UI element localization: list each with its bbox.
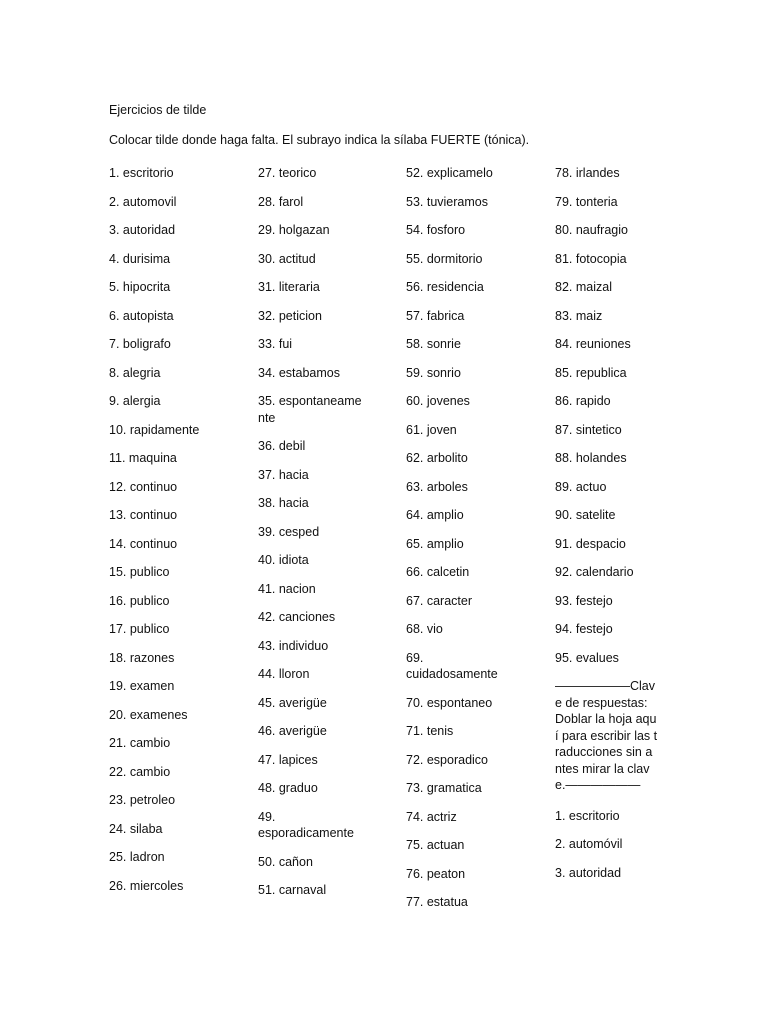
list-item: 63. arboles: [406, 479, 468, 494]
list-item: 7. boligrafo: [109, 337, 171, 351]
word-column-3: [406, 165, 536, 923]
list-item: 84. reuniones: [555, 337, 631, 351]
list-item: 11. maquina: [109, 451, 177, 465]
list-item: 71. tenis: [406, 724, 454, 738]
list-item: 33. fui: [258, 337, 293, 351]
list-item: 45. averigüe: [258, 695, 327, 710]
list-item: 6. autopista: [109, 308, 174, 323]
answer-key-note: ——————Clave de respuestas: Doblar la hoja aquí para escribir las traducciones sin antes mirar la clave.——————: [555, 679, 658, 792]
list-item: 3. autoridad: [109, 223, 176, 237]
list-item: 9. alergia: [109, 394, 161, 408]
list-item: 94. festejo: [555, 622, 613, 636]
list-item: 79. tonteria: [555, 194, 618, 209]
answer-key-item: 2. automóvil: [555, 837, 623, 851]
list-item: 52. explicamelo: [406, 166, 493, 180]
list-item: 38. hacia: [258, 496, 309, 510]
list-item: 19. examen: [109, 679, 175, 693]
list-item: 88. holandes: [555, 451, 627, 465]
list-item: 20. examenes: [109, 707, 188, 722]
list-item: 46. averigüe: [258, 724, 327, 738]
list-item: 29. holgazan: [258, 223, 330, 237]
list-item: 54. fosforo: [406, 223, 466, 237]
word-column-4: [555, 165, 665, 893]
list-item: 80. naufragio: [555, 223, 628, 237]
list-item: 53. tuvieramos: [406, 194, 488, 209]
list-item: 90. satelite: [555, 508, 616, 522]
list-item: 56. residencia: [406, 280, 484, 294]
list-item: 23. petroleo: [109, 793, 176, 807]
list-item: 14. continuo: [109, 536, 178, 551]
list-item: 77. estatua: [406, 895, 468, 909]
list-item: 51. carnaval: [258, 883, 327, 897]
list-item: 65. amplio: [406, 536, 464, 551]
list-item: 61. joven: [406, 422, 457, 437]
list-item: 41. nacion: [258, 581, 316, 596]
list-item: 86. rapido: [555, 394, 611, 408]
list-item: 76. peaton: [406, 866, 466, 881]
word-column-1: [109, 165, 239, 906]
list-item: 57. fabrica: [406, 308, 465, 323]
list-item: 47. lapices: [258, 752, 318, 767]
list-item: 64. amplio: [406, 508, 464, 522]
list-item: 60. jovenes: [406, 394, 470, 408]
list-item: 75. actuan: [406, 838, 465, 852]
list-item: 66. calcetin: [406, 565, 470, 579]
list-item: 21. cambio: [109, 736, 171, 750]
list-item: 36. debil: [258, 439, 306, 453]
list-item: 59. sonrio: [406, 365, 461, 380]
list-item: 18. razones: [109, 650, 175, 665]
list-item: 12. continuo: [109, 479, 178, 494]
list-item: 37. hacia: [258, 467, 309, 482]
list-item: 92. calendario: [555, 565, 634, 579]
list-item: 48. graduo: [258, 781, 318, 795]
list-item: 15. publico: [109, 565, 170, 579]
list-item: 2. automovil: [109, 194, 177, 209]
list-item: 42. canciones: [258, 610, 336, 624]
list-item: 62. arbolito: [406, 451, 468, 465]
list-item: 1. escritorio: [109, 166, 174, 180]
list-item: 39. cesped: [258, 524, 320, 539]
list-item: 78. irlandes: [555, 166, 620, 180]
list-item: 16. publico: [109, 593, 170, 608]
instruction-text: Colocar tilde donde haga falta. El subrayo indica la sílaba FUERTE (tónica).: [109, 133, 530, 147]
list-item: 74. actriz: [406, 809, 457, 824]
list-item: 70. espontaneo: [406, 695, 493, 710]
list-item: 50. cañon: [258, 854, 313, 869]
list-item: 43. individuo: [258, 638, 329, 653]
list-item: 85. republica: [555, 365, 627, 380]
list-item: 49. esporadicamente: [258, 809, 354, 840]
list-item: 34. estabamos: [258, 365, 340, 380]
list-item: 72. esporadico: [406, 752, 489, 767]
list-item: 83. maiz: [555, 308, 603, 323]
list-item: 93. festejo: [555, 593, 613, 608]
list-item: 5. hipocrita: [109, 280, 171, 294]
list-item: 69. cuidadosamente: [406, 650, 498, 681]
list-item: 68. vio: [406, 622, 443, 636]
list-item: 27. teorico: [258, 166, 317, 180]
list-item: 28. farol: [258, 194, 304, 209]
list-item: 4. durisima: [109, 251, 171, 266]
list-item: 8. alegria: [109, 365, 161, 380]
list-item: 32. peticion: [258, 308, 322, 323]
list-item: 89. actuo: [555, 479, 607, 494]
page-title: Ejercicios de tilde: [109, 103, 207, 117]
list-item: 58. sonrie: [406, 337, 461, 351]
list-item: 40. idiota: [258, 553, 309, 567]
list-item: 55. dormitorio: [406, 251, 483, 266]
list-item: 22. cambio: [109, 764, 171, 779]
list-item: 44. lloron: [258, 667, 310, 681]
list-item: 25. ladron: [109, 850, 165, 864]
list-item: 95. evalues: [555, 650, 619, 665]
answer-key-item: 3. autoridad: [555, 865, 622, 880]
list-item: 87. sintetico: [555, 422, 622, 437]
word-column-2: [258, 165, 368, 911]
list-item: 17. publico: [109, 622, 170, 636]
list-item: 81. fotocopia: [555, 251, 627, 266]
list-item: 13. continuo: [109, 508, 178, 522]
answer-key-item: 1. escritorio: [555, 808, 620, 823]
list-item: 26. miercoles: [109, 878, 184, 893]
list-item: 24. silaba: [109, 821, 163, 836]
list-item: 31. literaria: [258, 280, 320, 294]
list-item: 82. maizal: [555, 280, 612, 294]
list-item: 73. gramatica: [406, 781, 482, 795]
list-item: 10. rapidamente: [109, 422, 200, 437]
list-item: 67. caracter: [406, 593, 473, 608]
list-item: 30. actitud: [258, 251, 316, 266]
list-item: 35. espontaneamente: [258, 394, 362, 425]
list-item: 91. despacio: [555, 536, 626, 551]
